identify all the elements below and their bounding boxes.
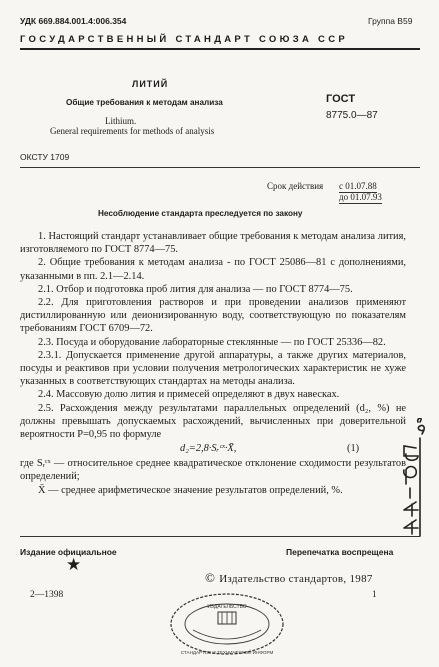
header-rule (20, 48, 420, 50)
standard-header: ГОСУДАРСТВЕННЫЙ СТАНДАРТ СОЮЗА ССР (20, 34, 349, 45)
official-edition-label: Издание официальное (20, 547, 117, 557)
document-title: ЛИТИЙ (132, 79, 169, 89)
page-number: 1 (372, 590, 377, 600)
handwritten-annotation (398, 418, 426, 538)
reprint-prohibited-label: Перепечатка воспрещена (286, 547, 394, 557)
paragraph-2-2: 2.2. Для приготовления растворов и при проведении анализов применяют дистиллированную или деионизированную воду, соответствующую по показателям требованиям ГОСТ 6709—72. (20, 297, 406, 335)
where-label: где Sᵣᶜˣ (20, 458, 51, 470)
copyright-line (205, 570, 373, 586)
english-title: Lithium. (105, 116, 137, 126)
print-code: 2—1398 (30, 590, 64, 600)
where-text: — относительное среднее квадратическое отклонение сходимости результатов определений; (20, 458, 406, 483)
validity-label: Срок действия (267, 181, 324, 191)
group-code: Группа В59 (368, 16, 413, 26)
where-definition (20, 457, 406, 483)
paragraph-2-3: 2.3. Посуда и оборудование лабораторные стеклянные — по ГОСТ 25336—82. (38, 336, 386, 348)
validity-from: с 01.07.88 (339, 181, 377, 191)
udk-code: УДК 669.884.001.4:006.354 (20, 16, 127, 26)
gost-label: ГОСТ (326, 93, 356, 105)
validity-to: до 01.07.93 (339, 192, 382, 202)
law-notice: Несоблюдение стандарта преследуется по закону (98, 209, 303, 218)
paragraph-1: 1. Настоящий стандарт устанавливает общие требования к методам анализа лития, изготовляемого по ГОСТ 8774—75. (20, 231, 406, 256)
paragraph-2-5: 2.5. Расхождения между результатами параллельных определений (d₂, %) не должны превышать допускаемых расхождений, вычисленных при доверительной вероятности P=0,95 по формуле (20, 402, 406, 441)
copyright-icon: © (205, 570, 216, 585)
formula-line (20, 441, 406, 457)
gost-number: 8775.0—87 (326, 110, 378, 121)
paragraph-2-3-1: 2.3.1. Допускается применение другой аппаратуры, а также других материалов, посуды и реактивов при условии получения метрологических характеристик не хуже указанных в соответствующих стандартах на методы анализа. (20, 349, 406, 388)
english-subtitle: General requirements for methods of analysis (50, 126, 215, 136)
document-body (20, 230, 406, 497)
paragraph-2: 2. Общие требования к методам анализа - по ГОСТ 25086—81 с дополнениями, указанными в пп. 2.1—2.14. (20, 257, 406, 282)
paragraph-2-1: 2.1. Отбор и подготовка проб лития для анализа — по ГОСТ 8774—75. (38, 283, 353, 295)
document-subtitle: Общие требования к методам анализа (66, 98, 223, 107)
copyright-text: Издательство стандартов, 1987 (219, 573, 373, 585)
formula-expression: d₂=2,8·Sᵣᶜˣ·X̄, (180, 443, 237, 455)
okstu-code: ОКСТУ 1709 (20, 152, 70, 162)
svg-text:СТАНДАРТОВ И ТЕХНИЧЕСКОЙ ИНФОР: СТАНДАРТОВ И ТЕХНИЧЕСКОЙ ИНФОРМ (180, 650, 274, 655)
paragraph-2-4: 2.4. Массовую долю лития и примесей определяют в двух навесках. (38, 389, 340, 401)
star-icon: ★ (66, 555, 82, 574)
xbar-definition: X̄ — среднее арифметическое значение результатов определений, %. (38, 484, 343, 496)
formula-number: (1) (347, 443, 360, 455)
publisher-stamp (168, 590, 286, 658)
section-rule (20, 167, 420, 168)
footer-rule (20, 536, 420, 537)
svg-text:ИЗДАТЕЛЬСТВО: ИЗДАТЕЛЬСТВО (207, 604, 247, 610)
